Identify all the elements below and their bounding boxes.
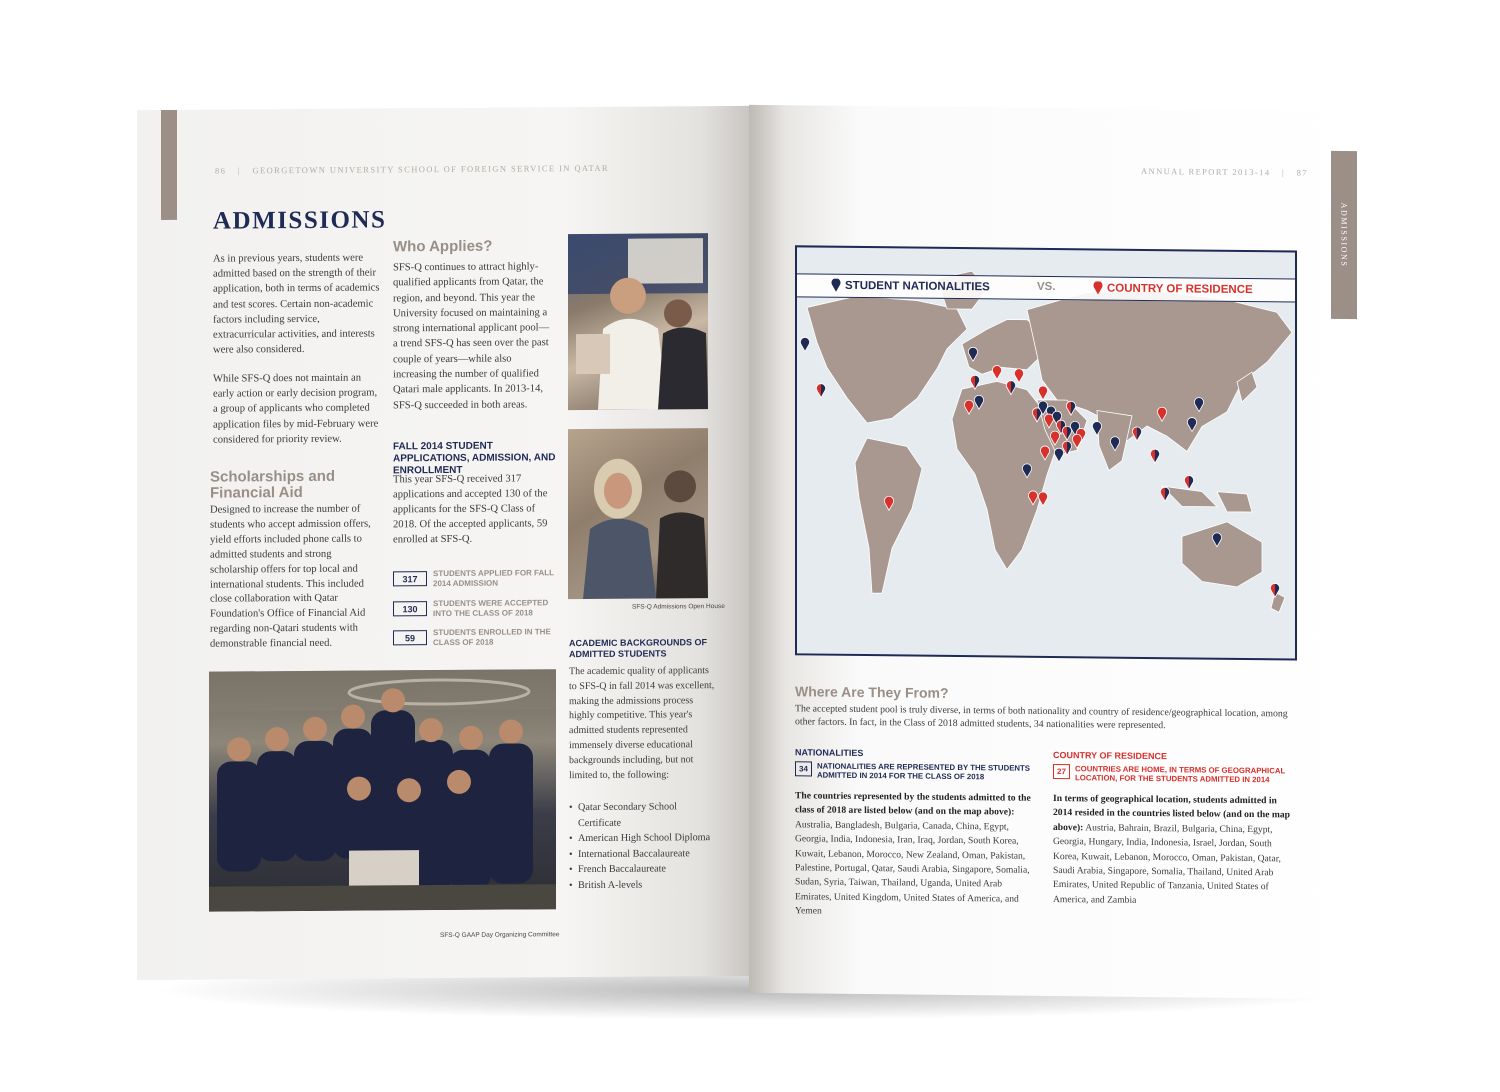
nationalities-stat <box>795 761 1037 782</box>
map-pin <box>1184 476 1193 490</box>
where-heading: Where Are They From? <box>795 683 949 701</box>
stat-label: STUDENTS ENROLLED IN THE CLASS OF 2018 <box>433 627 551 647</box>
group-photo-art <box>209 669 556 911</box>
residence-lead: In terms of geographical location, students admitted in 2014 resided in the countries listed below (and on the map above): <box>1053 793 1291 834</box>
intro-paragraph-1: As in previous years, students were admitted based on the strength of their application, both in terms of academics and test scores. Certain non-academic factors including service, extracurricular activities, and interests were also considered. <box>213 252 380 356</box>
residence-heading: COUNTRY OF RESIDENCE <box>1053 750 1168 762</box>
open-house-photo-2-art <box>568 428 708 599</box>
open-house-caption: SFS-Q Admissions Open House <box>632 603 725 611</box>
map-pin <box>1160 487 1169 501</box>
side-tab-label: ADMISSIONS <box>1339 202 1349 268</box>
nationalities-countries: Australia, Bangladesh, Bulgaria, Canada, China, Egypt, Georgia, India, Indonesia, Iran, Iraq, Jordan, South Korea, Kuwait, Lebanon, Morocco, New Zealand, Oman, Pakistan, Palestine, Portugal, Qatar, Saudi Arabia, Singapore, Somalia, Sudan, Syria, Taiwan, Thailand, Uganda, United Arab Emirates, United Kingdom, United States of America, and Yemen <box>795 819 1030 917</box>
stat-value: 130 <box>393 601 427 616</box>
left-running-head: 86 | GEORGETOWN UNIVERSITY SCHOOL OF FOREIGN SERVICE IN QATAR <box>215 162 609 176</box>
map-pin <box>884 496 893 510</box>
map-pin <box>970 375 979 389</box>
intro-paragraph-2: While SFS-Q does not maintain an early action or early decision program, a group of applicants who completed application files by mid-February were considered for priority review. <box>213 372 379 446</box>
stat-enrolled <box>393 627 557 647</box>
academic-backgrounds-list <box>569 799 719 893</box>
open-house-photo-2 <box>568 428 708 599</box>
map-pin <box>1072 434 1081 448</box>
map-pin <box>1187 418 1196 432</box>
stat-applied <box>393 568 557 588</box>
residence-list <box>1053 792 1297 910</box>
map-pin <box>800 337 809 351</box>
nationalities-heading: NATIONALITIES <box>795 747 864 759</box>
map-pin <box>1092 422 1101 436</box>
stat-accepted <box>393 598 557 618</box>
list-item: • British A-levels <box>569 877 719 894</box>
map-pin <box>1270 583 1279 597</box>
nationalities-list <box>795 789 1039 921</box>
open-house-photo-1 <box>568 233 708 410</box>
map-pin <box>1022 464 1031 478</box>
map-pin <box>1038 492 1047 506</box>
left-page-tab <box>161 110 177 220</box>
residence-stat <box>1053 764 1295 785</box>
nationalities-count-label: NATIONALITIES ARE REPRESENTED BY THE STUDENTS ADMITTED IN 2014 FOR THE CLASS OF 2018 <box>817 761 1030 782</box>
list-item: • International Baccalaureate <box>569 846 719 863</box>
map-pin <box>1110 437 1119 451</box>
stat-label: STUDENTS WERE ACCEPTED INTO THE CLASS OF 2018 <box>433 598 549 618</box>
legend-nationalities: STUDENT NATIONALITIES <box>831 279 990 294</box>
map-pin <box>1066 401 1075 415</box>
stat-value: 317 <box>393 571 427 586</box>
map-pin <box>1132 427 1141 441</box>
legend-residence: COUNTRY OF RESIDENCE <box>1093 281 1253 296</box>
map-pin <box>1006 381 1015 395</box>
map-pin <box>1038 386 1047 400</box>
gaap-day-caption: SFS-Q GAAP Day Organizing Committee <box>440 931 560 940</box>
right-running-head: ANNUAL REPORT 2013-14 | 87 <box>1141 165 1308 178</box>
map-pin <box>964 400 973 414</box>
legend-vs: VS. <box>1037 280 1056 294</box>
who-applies-text: SFS-Q continues to attract highly-qualified applicants from Qatar, the region, and beyond. This year the University focused on maintaining a strong international applicant pool—a trend SFS-Q has seen over the past couple of years—while also increasing the number of qualified Qatari male applicants. In 2013-14, SFS-Q succeeded in both areas. <box>393 261 550 412</box>
page-title: ADMISSIONS <box>213 206 387 235</box>
nationalities-count: 34 <box>795 761 812 776</box>
open-house-photo-1-art <box>568 233 708 410</box>
right-page <box>749 105 1357 999</box>
academic-backgrounds-text: The academic quality of applicants to SFS-Q in fall 2014 was excellent, making the admissions process highly competitive. This year's admitted students represented immensely diverse educational backgrounds including, but not limited to, the following: <box>569 665 715 781</box>
academic-backgrounds-heading: ACADEMIC BACKGROUNDS OF ADMITTED STUDENTS <box>569 637 707 660</box>
left-page <box>137 106 749 980</box>
stat-value: 59 <box>393 630 427 645</box>
map-pin <box>1062 426 1071 440</box>
fall-2014-heading: FALL 2014 STUDENT APPLICATIONS, ADMISSION, AND ENROLLMENT <box>393 440 556 477</box>
map-pin <box>816 384 825 398</box>
map-pin <box>1194 398 1203 412</box>
map-pin <box>968 347 977 361</box>
scholarships-heading: Scholarships and Financial Aid <box>210 467 336 502</box>
map-pin <box>1157 407 1166 421</box>
world-map <box>795 245 1297 660</box>
group-photo <box>209 669 556 911</box>
who-applies-heading: Who Applies? <box>393 237 493 256</box>
map-pin <box>992 365 1001 379</box>
list-item: • French Baccalaureate <box>569 861 719 878</box>
map-pin <box>1040 446 1049 460</box>
stat-label: STUDENTS APPLIED FOR FALL 2014 ADMISSION <box>433 568 554 588</box>
admissions-side-tab <box>1331 151 1357 319</box>
residence-count-label: COUNTRIES ARE HOME, IN TERMS OF GEOGRAPHICAL LOCATION, FOR THE STUDENTS ADMITTED IN 2014 <box>1075 764 1286 785</box>
map-pin <box>1050 431 1059 445</box>
map-pin <box>1028 491 1037 505</box>
map-pin <box>974 395 983 409</box>
residence-countries: Austria, Bahrain, Brazil, Bulgaria, China, Egypt, Georgia, Hungary, India, Indonesia, Israel, Jordan, South Korea, Kuwait, Lebanon, Morocco, Oman, Pakistan, Qatar, Saudi Arabia, Singapore, Somalia, Thailand, United Arab Emirates, United Republic of Tanzania, United States of America, and Zambia <box>1053 822 1281 906</box>
fall-2014-text: This year SFS-Q received 317 applications and accepted 130 of the applicants for the SFS-Q Class of 2018. Of the accepted applicants, 59 enrolled at SFS-Q. <box>393 473 548 546</box>
residence-count: 27 <box>1053 764 1070 779</box>
scholarships-text: Designed to increase the number of students who accept admission offers, yield efforts included phone calls to admitted students and strong scholarship offers for top local and international students. This included close collaboration with Qatar Foundation's Office of Financial Aid regarding non-Qatari students with demonstrable financial need. <box>210 503 371 650</box>
map-pins <box>797 247 1297 660</box>
map-pin <box>1014 369 1023 383</box>
map-pin <box>1054 448 1063 462</box>
list-item: • American High School Diploma <box>569 830 719 847</box>
list-item: • Qatar Secondary School Certificate <box>569 799 719 831</box>
map-pin <box>1150 449 1159 463</box>
nationalities-lead: The countries represented by the students admitted to the class of 2018 are listed below (and on the map above): <box>795 790 1031 819</box>
where-text: The accepted student pool is truly diverse, in terms of both nationality and country of residence/geographical location, among other factors. In fact, in the Class of 2018 admitted students, 34 nationalities were represented. <box>795 703 1288 732</box>
map-pin <box>1212 533 1221 547</box>
